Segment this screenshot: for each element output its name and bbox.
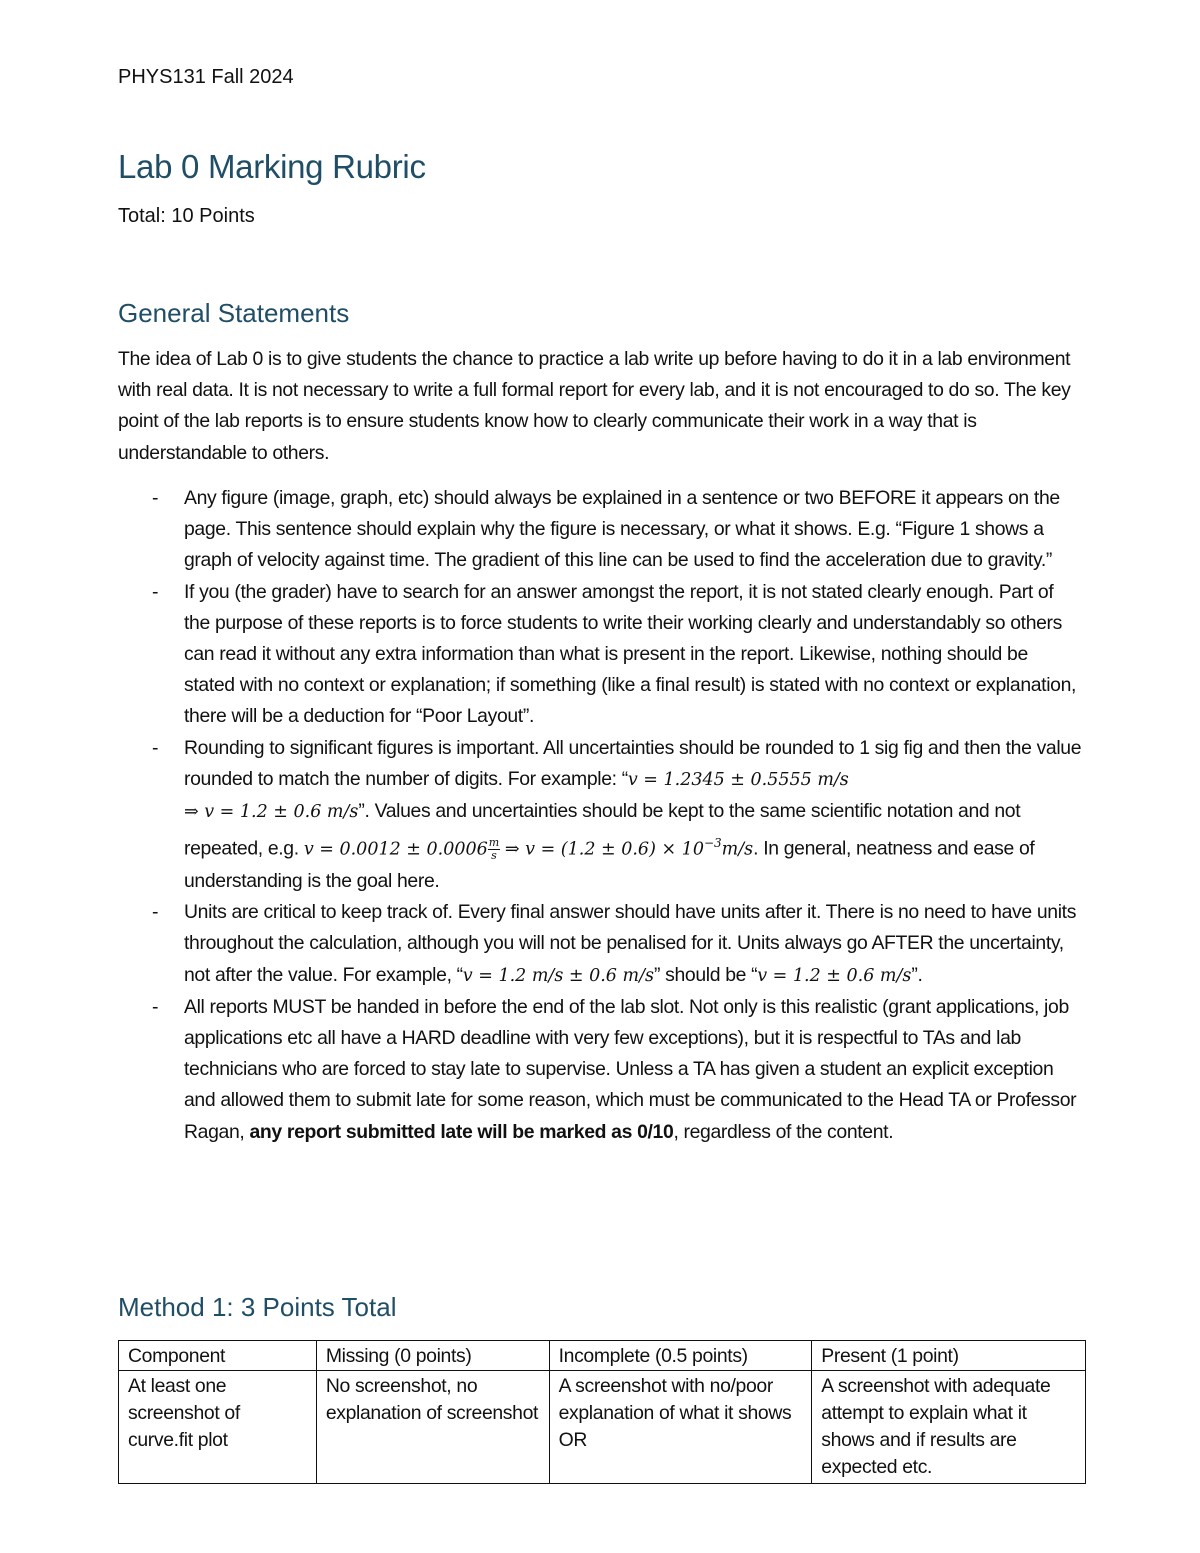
method1-heading: Method 1: 3 Points Total — [118, 1292, 397, 1322]
rounding-text-1: Rounding to significant figures is important. All uncertainties should be rounded to 1 sig fig and then the value rounded to match the number of digits. For example: “ — [184, 736, 1082, 790]
total-points: Total: 10 Points — [118, 205, 255, 227]
bullet-rounding — [118, 733, 1083, 897]
rounding-exponent: −3 — [703, 836, 722, 851]
bullet-figures: - Any figure (image, graph, etc) should always be explained in a sentence or two BEFORE it appears on the page. This sentence should explain why the figure is necessary, or what it shows. E.g. “Figure 1 shows a graph of velocity against time. The gradient of this line can be used to find the acceleration due to gravity.” — [118, 483, 1083, 577]
general-bullet-list — [118, 483, 1083, 1148]
table-header-row — [119, 1341, 1086, 1371]
units-math-1: v = 1.2 m/s ± 0.6 m/s — [462, 965, 654, 986]
general-statements-heading: General Statements — [118, 298, 350, 328]
rounding-math-3: v = 0.0012 ± 0.0006 — [303, 839, 488, 860]
fraction-denominator: s — [491, 849, 497, 863]
table-row — [119, 1371, 1086, 1484]
unit-fraction — [488, 837, 500, 862]
deadline-bold: any report submitted late will be marked as 0/10 — [249, 1120, 674, 1143]
rounding-math-4: ⇒ v = (1.2 ± 0.6) × 10 — [504, 839, 704, 860]
deadline-text-2: , regardless of the content. — [673, 1120, 894, 1143]
cell-missing: No screenshot, no explanation of screenshot — [316, 1371, 549, 1484]
rounding-unit: m/s — [721, 839, 754, 860]
general-intro-paragraph: The idea of Lab 0 is to give students the chance to practice a lab write up before having to do it in a lab environment with real data. It is not necessary to write a full formal report for every lab, and it is not encouraged to do so. The key point of the lab reports is to ensure students know how to clearly communicate their work in a way that is understandable to others. — [118, 348, 1071, 464]
method1-rubric-table — [118, 1340, 1086, 1484]
page-title: Lab 0 Marking Rubric — [118, 148, 426, 185]
units-math-2: v = 1.2 ± 0.6 m/s — [757, 965, 912, 986]
units-text-1: Units are critical to keep track of. Every final answer should have units after it. There is no need to have units throughout the calculation, although you will not be penalised for it. Units always go AFTER the uncertainty, not after the value. For example, “ — [184, 901, 1077, 986]
bullet-clarity: - If you (the grader) have to search for an answer amongst the report, it is not stated clearly enough. Part of the purpose of these reports is to force students to write their working clearly and understandably so others can read it without any extra information than what is present in the report. Likewise, nothing should be stated with no context or explanation; if something (like a final result) is stated with no context or explanation, there will be a deduction for “Poor Layout”. — [118, 577, 1083, 733]
units-text-2: ” should be “ — [653, 963, 758, 986]
deadline-text-1: All reports MUST be handed in before the end of the lab slot. Not only is this realistic (grant applications, job applications etc all have a HARD deadline with very few exceptions), but it is respectful to TAs and lab technicians who are forced to stay late to supervise. Unless a TA has given a student an explicit exception and allowed them to submit late for some reason, which must be communicated to the Head TA or Professor Ragan, — [184, 995, 1077, 1143]
fraction-numerator: m — [488, 836, 499, 850]
cell-incomplete-or: OR — [558, 1429, 587, 1451]
column-header-component: Component — [119, 1341, 317, 1371]
rounding-text-3: . In general, neatness and ease of understanding is the goal here. — [184, 837, 1035, 892]
cell-present: A screenshot with adequate attempt to explain what it shows and if results are expected etc. — [812, 1371, 1086, 1484]
column-header-missing: Missing (0 points) — [316, 1341, 549, 1371]
cell-incomplete-text: A screenshot with no/poor explanation of what it shows — [558, 1375, 792, 1424]
rounding-math-2: ⇒ v = 1.2 ± 0.6 m/s — [184, 802, 359, 823]
page-header: PHYS131 Fall 2024 — [118, 66, 294, 88]
cell-component: At least one screenshot of curve.fit plot — [119, 1371, 317, 1484]
units-text-3: ”. — [911, 963, 923, 986]
column-header-incomplete: Incomplete (0.5 points) — [549, 1341, 812, 1371]
bullet-units — [118, 897, 1083, 992]
rounding-math-1: v = 1.2345 ± 0.5555 m/s — [627, 769, 849, 790]
rounding-text-2: ”. Values and uncertainties should be kept to the same scientific notation and not repeated, e.g. — [184, 800, 1021, 860]
column-header-present: Present (1 point) — [812, 1341, 1086, 1371]
cell-incomplete — [549, 1371, 812, 1484]
bullet-deadline — [118, 992, 1083, 1148]
